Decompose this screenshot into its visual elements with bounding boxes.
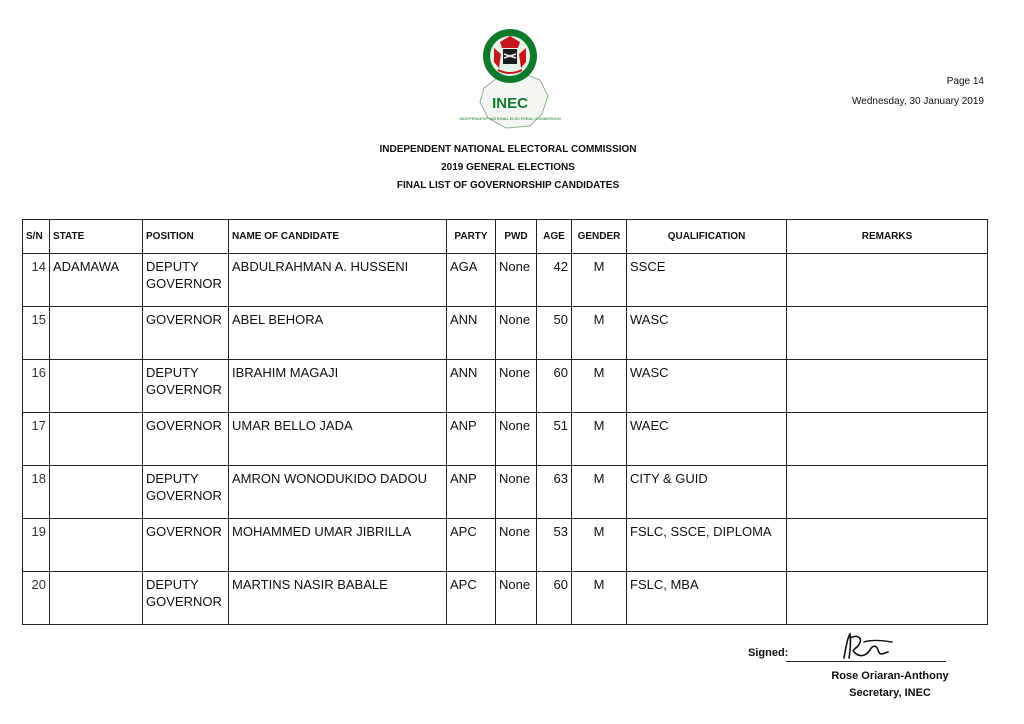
cell-age: 53 [537, 519, 572, 572]
cell-remarks [787, 519, 988, 572]
cell-pwd: None [496, 307, 537, 360]
cell-remarks [787, 307, 988, 360]
cell-sn: 14 [23, 254, 50, 307]
cell-name: AMRON WONODUKIDO DADOU [229, 466, 447, 519]
cell-pwd: None [496, 360, 537, 413]
table-row [23, 307, 988, 360]
cell-sn: 17 [23, 413, 50, 466]
cell-state: ADAMAWA [50, 254, 143, 307]
header-remarks: REMARKS [787, 220, 988, 254]
header-gender: GENDER [572, 220, 627, 254]
cell-age: 50 [537, 307, 572, 360]
cell-qualification: WASC [627, 360, 787, 413]
signer-name: Rose Oriaran-Anthony [831, 670, 949, 682]
signer-block [820, 668, 960, 702]
cell-name: MOHAMMED UMAR JIBRILLA [229, 519, 447, 572]
cell-remarks [787, 254, 988, 307]
header-position: POSITION [143, 220, 229, 254]
cell-state [50, 307, 143, 360]
header-name: NAME OF CANDIDATE [229, 220, 447, 254]
header-party: PARTY [447, 220, 496, 254]
header-pwd: PWD [496, 220, 537, 254]
svg-text:INDEPENDENT NATIONAL ELECTORAL: INDEPENDENT NATIONAL ELECTORAL COMMISSION [459, 116, 561, 121]
svg-text:INEC: INEC [492, 95, 528, 112]
table-row [23, 572, 988, 625]
cell-qualification: FSLC, MBA [627, 572, 787, 625]
cell-age: 51 [537, 413, 572, 466]
cell-state [50, 466, 143, 519]
title-elections: 2019 GENERAL ELECTIONS [441, 162, 575, 173]
inec-logo [459, 18, 561, 138]
table-header-row [23, 220, 988, 254]
cell-qualification: FSLC, SSCE, DIPLOMA [627, 519, 787, 572]
cell-age: 60 [537, 360, 572, 413]
cell-position: DEPUTY GOVERNOR [143, 254, 229, 307]
cell-remarks [787, 572, 988, 625]
cell-sn: 19 [23, 519, 50, 572]
cell-pwd: None [496, 254, 537, 307]
document-titles [0, 141, 1016, 195]
handwritten-signature [836, 628, 896, 664]
cell-state [50, 572, 143, 625]
cell-age: 42 [537, 254, 572, 307]
cell-gender: M [572, 307, 627, 360]
cell-pwd: None [496, 413, 537, 466]
signed-label: Signed: [748, 647, 789, 659]
cell-state [50, 413, 143, 466]
table-row [23, 360, 988, 413]
cell-sn: 15 [23, 307, 50, 360]
cell-position: DEPUTY GOVERNOR [143, 360, 229, 413]
cell-name: ABDULRAHMAN A. HUSSENI [229, 254, 447, 307]
cell-state [50, 519, 143, 572]
cell-position: GOVERNOR [143, 413, 229, 466]
header-sn: S/N [23, 220, 50, 254]
cell-qualification: CITY & GUID [627, 466, 787, 519]
cell-state [50, 360, 143, 413]
cell-qualification: SSCE [627, 254, 787, 307]
cell-party: ANP [447, 413, 496, 466]
page-number: Page 14 [946, 76, 984, 87]
cell-gender: M [572, 413, 627, 466]
title-list: FINAL LIST OF GOVERNORSHIP CANDIDATES [396, 180, 620, 191]
header-state: STATE [50, 220, 143, 254]
header-age: AGE [537, 220, 572, 254]
cell-gender: M [572, 360, 627, 413]
cell-pwd: None [496, 572, 537, 625]
cell-pwd: None [496, 519, 537, 572]
cell-remarks [787, 466, 988, 519]
cell-party: ANN [447, 307, 496, 360]
cell-gender: M [572, 254, 627, 307]
cell-pwd: None [496, 466, 537, 519]
signer-title: Secretary, INEC [849, 687, 931, 699]
cell-party: ANN [447, 360, 496, 413]
page-date: Wednesday, 30 January 2019 [852, 96, 984, 107]
cell-sn: 16 [23, 360, 50, 413]
table-row [23, 466, 988, 519]
title-commission: INDEPENDENT NATIONAL ELECTORAL COMMISSION [379, 144, 637, 155]
table-row [23, 413, 988, 466]
cell-party: APC [447, 572, 496, 625]
cell-name: MARTINS NASIR BABALE [229, 572, 447, 625]
cell-position: GOVERNOR [143, 519, 229, 572]
cell-remarks [787, 413, 988, 466]
table-row [23, 254, 988, 307]
cell-gender: M [572, 572, 627, 625]
cell-party: APC [447, 519, 496, 572]
cell-party: ANP [447, 466, 496, 519]
header-qualification: QUALIFICATION [627, 220, 787, 254]
candidates-table [22, 219, 988, 625]
cell-qualification: WASC [627, 307, 787, 360]
cell-gender: M [572, 519, 627, 572]
cell-age: 63 [537, 466, 572, 519]
inec-emblem-icon [459, 18, 561, 138]
page-info [852, 72, 984, 112]
cell-name: ABEL BEHORA [229, 307, 447, 360]
cell-remarks [787, 360, 988, 413]
cell-name: UMAR BELLO JADA [229, 413, 447, 466]
cell-party: AGA [447, 254, 496, 307]
table-row [23, 519, 988, 572]
cell-position: GOVERNOR [143, 307, 229, 360]
cell-sn: 20 [23, 572, 50, 625]
cell-gender: M [572, 466, 627, 519]
cell-sn: 18 [23, 466, 50, 519]
cell-age: 60 [537, 572, 572, 625]
cell-position: DEPUTY GOVERNOR [143, 572, 229, 625]
cell-position: DEPUTY GOVERNOR [143, 466, 229, 519]
cell-qualification: WAEC [627, 413, 787, 466]
cell-name: IBRAHIM MAGAJI [229, 360, 447, 413]
